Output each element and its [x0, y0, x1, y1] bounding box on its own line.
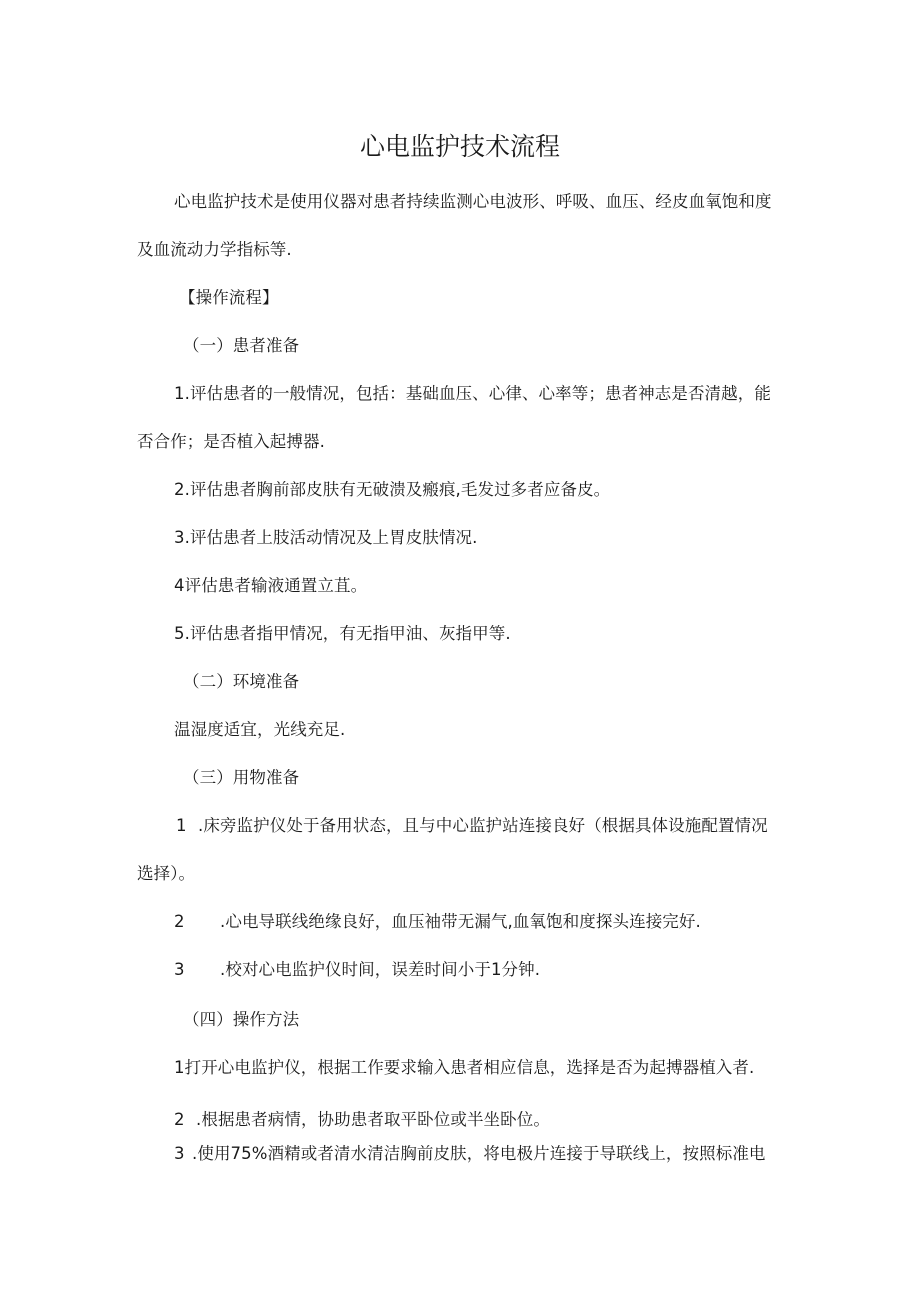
- intro-line-2: 及血流动力学指标等.: [137, 240, 292, 259]
- section-1-item-3: 3.评估患者上肢活动情况及上胃皮肤情况.: [174, 528, 478, 547]
- section-4-heading: （四）操作方法: [183, 1010, 300, 1029]
- section-1-heading: （一）患者准备: [183, 336, 300, 355]
- document-title: 心电监护技术流程: [359, 132, 560, 161]
- section-2-heading: （二）环境准备: [183, 672, 300, 691]
- section-3-item-3-text: .校对心电监护仪时间，误差时间小于1分钟.: [220, 960, 541, 979]
- section-1-item-4: 4评估患者输液通置立苴。: [174, 576, 368, 595]
- section-3-item-2-number: 2: [174, 912, 185, 931]
- intro-line-1: 心电监护技术是使用仪器对患者持续监测心电波形、呼吸、血压、经皮血氧饱和度: [174, 192, 772, 211]
- section-4-item-3-text: .使用75%酒精或者清水清洁胸前皮肤，将电极片连接于导联线上，按照标准电: [192, 1144, 766, 1163]
- section-3-item-1-number: 1: [176, 816, 187, 835]
- section-3-item-3-number: 3: [174, 960, 185, 979]
- section-1-item-1-line-2: 否合作；是否植入起搏器.: [137, 432, 325, 451]
- section-3-item-2-text: .心电导联线绝缘良好，血压袖带无漏气,血氧饱和度探头连接完好.: [220, 912, 701, 931]
- section-1-item-2: 2.评估患者胸前部皮肤有无破溃及瘢痕,毛发过多者应备皮。: [174, 480, 611, 499]
- section-2-body: 温湿度适宜，光线充足.: [174, 720, 346, 739]
- section-4-item-2-number: 2: [174, 1110, 185, 1129]
- section-1-item-5: 5.评估患者指甲情况，有无指甲油、灰指甲等.: [174, 624, 511, 643]
- section-3-item-1-line-1: .床旁监护仪处于备用状态，且与中心监护站连接良好（根据具体设施配置情况: [198, 816, 768, 835]
- section-4-item-2-text: .根据患者病情，协助患者取平卧位或半坐卧位。: [196, 1110, 550, 1129]
- procedure-heading: 【操作流程】: [179, 288, 279, 307]
- section-4-item-3-number: 3: [174, 1144, 185, 1163]
- section-3-item-1-line-2: 选择）。: [137, 864, 196, 883]
- section-3-heading: （三）用物准备: [183, 768, 300, 787]
- section-1-item-1-line-1: 1.评估患者的一般情况，包括：基础血压、心律、心率等；患者神志是否清越，能: [174, 384, 771, 403]
- section-4-item-1: 1打开心电监护仪，根据工作要求输入患者相应信息，选择是否为起搏器植入者.: [174, 1058, 755, 1077]
